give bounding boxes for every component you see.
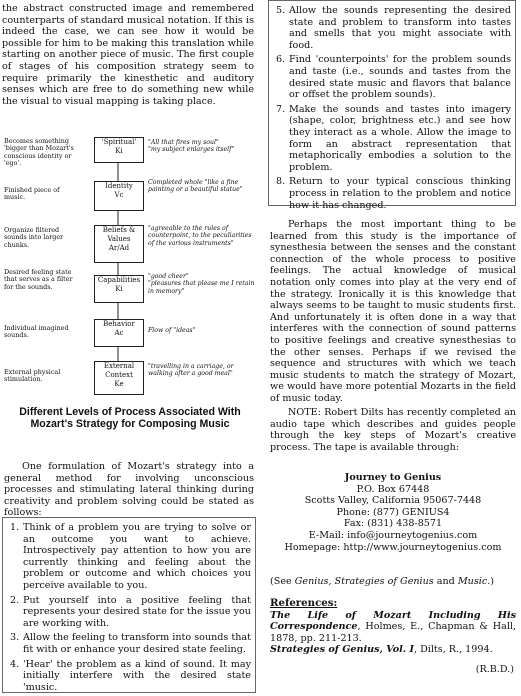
level-box-line: Identity bbox=[105, 182, 133, 190]
step-item bbox=[269, 5, 511, 51]
step-text: Think of a problem you are trying to solve or an outcome you want to achieve. Introspectively pay attention to how you are currently thinking and feeling about the problem or outcome and which choices you perceive available to you. bbox=[23, 522, 251, 591]
level-description: Organize filtered sounds into larger chunks. bbox=[4, 226, 64, 249]
step-number: 5. bbox=[276, 5, 286, 16]
step-item bbox=[269, 54, 511, 100]
level-description: External physical stimulation. bbox=[4, 368, 61, 384]
step-number: 3. bbox=[10, 632, 20, 644]
method-intro-paragraph: One formulation of Mozart's strategy into a general method for involving unconscious processes and stimulating lateral thinking during creativity and problem solving could be stated as follows: bbox=[4, 461, 254, 519]
contact-line: Fax: (831) 438-8571 bbox=[343, 518, 443, 530]
level-box-line: 'Spiritual' bbox=[101, 138, 137, 146]
level-box bbox=[94, 181, 144, 211]
level-box-line: Ar/Ad bbox=[108, 244, 130, 252]
level-quote: Flow of "ideas" bbox=[148, 327, 196, 334]
level-box-line: Ki bbox=[115, 147, 123, 155]
references-section bbox=[270, 598, 516, 656]
level-box-line: Ke bbox=[114, 380, 124, 388]
contact-line: Scotts Valley, California 95067-7448 bbox=[304, 495, 482, 507]
level-description: Finished piece of music. bbox=[4, 186, 60, 202]
references-heading: References: bbox=[270, 597, 338, 609]
level-description: Individual imagined sounds. bbox=[4, 324, 69, 340]
reference-item: The Life of Mozart Including His Correspondence, Holmes, E., Chapman & Hall, 1878, pp. 211-213. bbox=[270, 609, 516, 644]
level-quote: "travelling in a carriage, or walking after a good meal" bbox=[148, 363, 234, 378]
level-box-line: Values bbox=[107, 235, 131, 243]
step-item bbox=[3, 522, 251, 592]
level-box-line: External bbox=[103, 362, 135, 370]
level-box-line: Behavior bbox=[103, 320, 135, 328]
step-number: 1. bbox=[10, 522, 20, 533]
see-also-line: (See Genius, Strategies of Genius and Music.) bbox=[270, 576, 495, 587]
figure-caption: Different Levels of Process Associated With Mozart's Strategy for Composing Music bbox=[19, 406, 241, 431]
step-text: Put yourself into a positive feeling that represents your desired state for the issue you are working with. bbox=[23, 594, 251, 629]
see-title-1: Genius, Strategies of Genius bbox=[294, 576, 434, 587]
level-quote: "All that fires my soul" "my subject enlarges itself" bbox=[148, 139, 235, 154]
contact-homepage[interactable]: Homepage: http://www.journeytogenius.com bbox=[284, 541, 502, 553]
step-text: Allow the feeling to transform into sounds that fit with or enhance your desired state feeling. bbox=[23, 632, 251, 655]
contact-title: Journey to Genius bbox=[344, 472, 442, 483]
step-text: Return to your typical conscious thinking process in relation to the problem and notice how it has changed. bbox=[289, 176, 511, 211]
level-box-line: Beliefs & bbox=[102, 226, 136, 234]
level-box-line: Vc bbox=[114, 191, 124, 199]
step-item bbox=[3, 632, 251, 655]
step-item bbox=[269, 176, 511, 211]
diagram-connectors bbox=[0, 133, 258, 393]
steps-list-left bbox=[3, 522, 251, 693]
step-text: Allow the sounds representing the desired state and problem to transform into tastes and smells that you might associate with food. bbox=[289, 5, 511, 51]
level-description: Becomes something 'bigger than Mozart's conscious identity or 'ego'. bbox=[4, 137, 74, 167]
step-number: 7. bbox=[276, 103, 286, 115]
level-box bbox=[94, 137, 144, 163]
step-number: 8. bbox=[276, 176, 286, 188]
level-box-line: Ac bbox=[114, 329, 124, 337]
level-box-line: Ki bbox=[115, 285, 123, 293]
intro-paragraph: the abstract constructed image and remembered counterparts of standard musical notation. If this is indeed the case, we can see how it would be possible for him to be making this translation while starting on another piece of music. The first couple of stages of his composition strategy seem to require primarily the kinesthetic and auditory senses which are free to do something new while the visual to visual mapping is taking place. bbox=[2, 3, 254, 107]
step-item bbox=[269, 104, 511, 174]
author-signature: (R.B.D.) bbox=[475, 664, 514, 675]
step-number: 2. bbox=[10, 594, 20, 606]
level-quote: "good cheer" "pleasures that please me I retain in memory" bbox=[148, 273, 255, 295]
step-number: 4. bbox=[10, 658, 20, 670]
see-title-2: Music. bbox=[457, 576, 491, 587]
level-box bbox=[94, 319, 144, 347]
step-number: 6. bbox=[276, 54, 286, 66]
step-text: Make the sounds and tastes into imagery (shape, color, brightness etc.) and see how they interact as a whole. Allow the image to form an abstract representation that metaphorically embodies a solution to the problem. bbox=[289, 103, 511, 173]
steps-box-right bbox=[268, 0, 516, 211]
step-item bbox=[3, 595, 251, 630]
level-box bbox=[94, 275, 144, 303]
step-item bbox=[3, 659, 251, 694]
contact-line: P.O. Box 67448 bbox=[356, 483, 430, 495]
level-box-line: Capabilities bbox=[97, 276, 141, 284]
level-box bbox=[94, 361, 144, 395]
contact-email[interactable]: E-Mail: info@journeytogenius.com bbox=[308, 529, 478, 541]
steps-list-right bbox=[269, 5, 511, 211]
contact-block bbox=[268, 472, 518, 553]
level-box bbox=[94, 225, 144, 263]
level-quote: "agreeable to the rules of counterpoint, to the peculiarities of the various instruments" bbox=[148, 225, 252, 247]
contact-line: Phone: (877) GENIUS4 bbox=[336, 506, 450, 518]
reference-item: Strategies of Genius, Vol. I, Dilts, R., 1994. bbox=[270, 644, 493, 656]
level-quote: Completed whole "like a fine painting or a beautiful statue" bbox=[148, 179, 243, 194]
step-text: 'Hear' the problem as a kind of sound. It may initially interfere with the desired state 'music. bbox=[23, 658, 251, 693]
steps-box-left bbox=[2, 517, 256, 693]
levels-diagram bbox=[0, 133, 258, 393]
step-text: Find 'counterpoints' for the problem sounds and taste (i.e., sounds and tastes from the desired state music and flavors that balance or offset the problem sounds). bbox=[289, 54, 511, 101]
level-description: Desired feeling state that serves as a filter for the sounds. bbox=[4, 268, 73, 291]
conclusion-paragraph: Perhaps the most important thing to be learned from this study is the importance of synesthesia between the senses and the constant connection of the whole process to positive feelings. The actual knowledge of musical notation only comes into play at the very end of the strategy. Ironically it is this knowledge that always seems to be taught to music students first. And unfortunately it is often done in a way that interferes with the connection of sound patterns to positive feelings and creative synesthesias to the other senses. Perhaps if we revised the sequence and structures with which we teach music students to match the strategy of Mozart, we would have more potential Mozarts in the field of music today. bbox=[270, 219, 516, 404]
level-box-line: Context bbox=[105, 371, 133, 379]
note-paragraph: NOTE: Robert Dilts has recently completed an audio tape which describes and guides people through the key steps of Mozart's creative process. The tape is available through: bbox=[270, 407, 516, 453]
